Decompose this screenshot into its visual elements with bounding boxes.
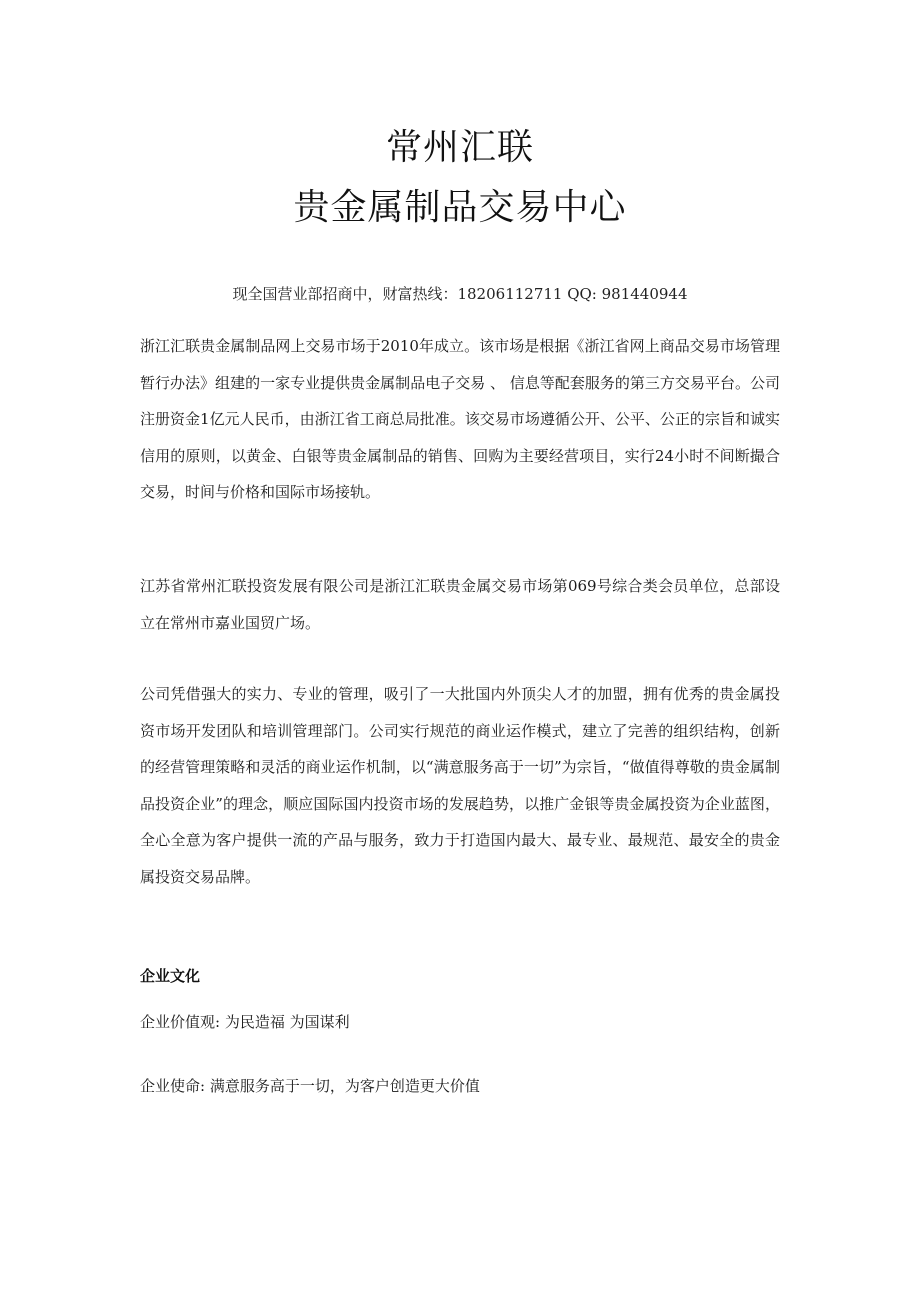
culture-heading: 企业文化 (140, 967, 201, 985)
member-paragraph: 江苏省常州汇联投资发展有限公司是浙江汇联贵金属交易市场第069号综合类会员单位，总部设立在常州市嘉业国贸广场。 (140, 577, 780, 632)
hotline-text: 现全国营业部招商中，财富热线：18206112711 QQ: 981440944 (232, 285, 688, 303)
mission-line: 企业使命: 满意服务高于一切，为客户创造更大价值 (140, 1077, 480, 1095)
intro-paragraph: 浙江汇联贵金属制品网上交易市场于2010年成立。该市场是根据《浙江省网上商品交易市场管理暂行办法》组建的一家专业提供贵金属制品电子交易 、 信息等配套服务的第三方交易平台。公司注册资金1亿元人民币，由浙江省工商总局批准。该交易市场遵循公开、公平、公正的宗旨和诚实信用的原则，以黄金、白银等贵金属制品的销售、回购为主要经营项目，实行24小时不间断撮合交易，时间与价格和国际市场接轨。 (140, 337, 780, 501)
document-title: 常州汇联 (385, 127, 534, 168)
values-line: 企业价值观: 为民造福 为国谋利 (140, 1013, 350, 1031)
company-paragraph: 公司凭借强大的实力、专业的管理，吸引了一大批国内外顶尖人才的加盟，拥有优秀的贵金属投资市场开发团队和培训管理部门。公司实行规范的商业运作模式，建立了完善的组织结构，创新的经营管理策略和灵活的商业运作机制，以“满意服务高于一切”为宗旨，“做值得尊敬的贵金属制品投资企业”的理念，顺应国际国内投资市场的发展趋势，以推广金银等贵金属投资为企业蓝图，全心全意为客户提供一流的产品与服务，致力于打造国内最大、最专业、最规范、最安全的贵金属投资交易品牌。 (140, 685, 780, 886)
document-subtitle: 贵金属制品交易中心 (293, 187, 627, 228)
